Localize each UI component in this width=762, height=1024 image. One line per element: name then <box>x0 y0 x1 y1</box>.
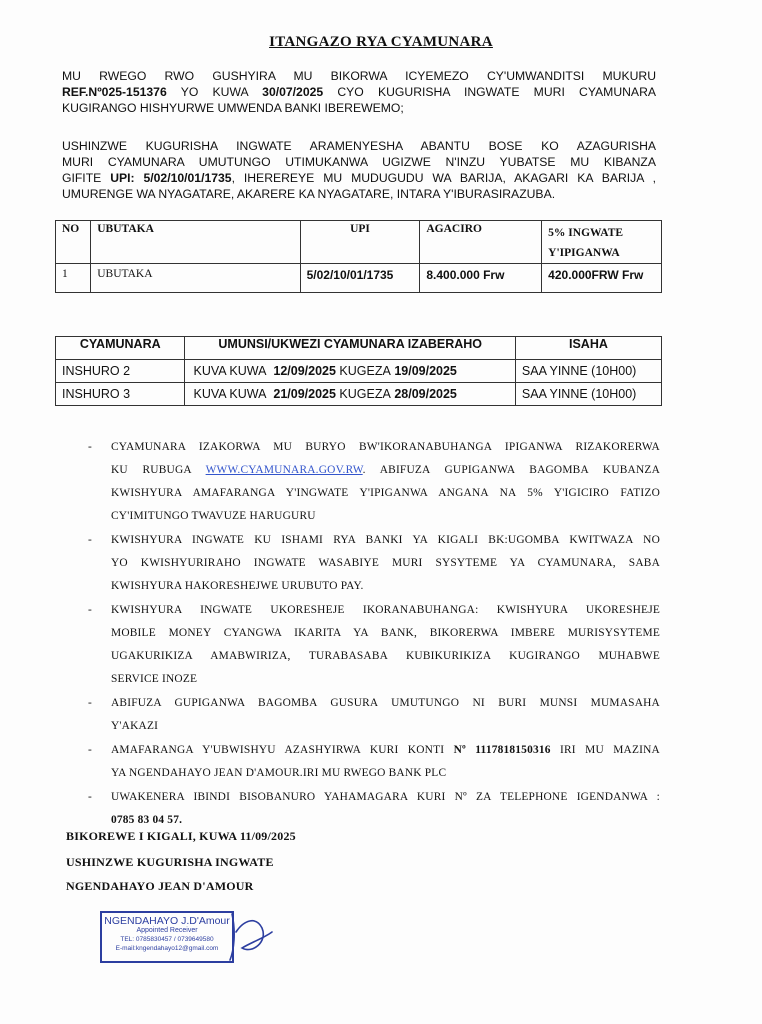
list-item <box>88 739 660 785</box>
to-date: 19/09/2025 <box>394 364 457 378</box>
to-date: 28/09/2025 <box>394 387 457 401</box>
list-item <box>88 786 660 832</box>
cell-ingwate: 420.000FRW Frw <box>542 264 662 293</box>
list-item-line: YA NGENDAHAYO JEAN D'AMOUR.IRI MU RWEGO BANK PLC <box>111 767 447 779</box>
list-item-line: KWISHYURA AMAFARANGA Y'INGWATE Y'IPIGANWA ANGANA NA 5% Y'IGICIRO FATIZO <box>111 487 660 499</box>
cell-time: SAA YINNE (10H00) <box>515 383 661 406</box>
cell-no: 1 <box>56 264 91 293</box>
stamp-role: Appointed Receiver <box>136 927 198 934</box>
list-item-line: MOBILE MONEY CYANGWA IKARITA YA BANK, BIKORERWA IMBERE MURISYSYTEME <box>111 627 660 639</box>
from-label: KUVA KUWA <box>193 364 267 378</box>
page-title: ITANGAZO RYA CYAMUNARA <box>269 34 493 50</box>
cell-time: SAA YINNE (10H00) <box>515 360 661 383</box>
header-ingwate: 5% INGWATE Y'IPIGANWA <box>542 221 662 264</box>
to-label: KUGEZA <box>339 364 391 378</box>
signature-role: USHINZWE KUGURISHA INGWATE <box>66 855 274 869</box>
description-line: MURI CYAMUNARA UMUTUNGO UTIMUKANWA UGIZWE N'INZU YUBATSE MU KIBANZA <box>62 155 656 169</box>
list-item-line: YO KWISHYURIRAHO INGWATE WASABIYE MURI SYSYTEME YA CYAMUNARA, SABA <box>111 557 660 569</box>
cell-agaciro: 8.400.000 Frw <box>420 264 542 293</box>
dash-bullet: - <box>88 791 92 803</box>
list-item-text: AMAFARANGA Y'UBWISHYU AZASHYIRWA KURI KONTI <box>111 744 454 756</box>
list-item-line: KWISHYURA INGWATE UKORESHEJE IKORANABUHANGA: KWISHYURA UKORESHEJE <box>111 604 660 616</box>
property-table <box>55 220 662 293</box>
receiver-stamp <box>100 911 234 963</box>
list-item-text: IRI MU MAZINA <box>550 744 660 756</box>
cell-dates <box>185 383 515 406</box>
cell-round: INSHURO 2 <box>56 360 185 383</box>
list-item-line <box>111 739 660 762</box>
to-label: KUGEZA <box>339 387 391 401</box>
phone-number: 0785 83 04 57. <box>111 814 183 826</box>
upi-value: UPI: 5/02/10/01/1735 <box>110 171 232 185</box>
from-label: KUVA KUWA <box>193 387 267 401</box>
schedule-table <box>55 336 662 406</box>
account-number: Nº 1117818150316 <box>453 744 551 756</box>
intro-text: CYO KUGURISHA INGWATE MURI CYAMUNARA <box>323 85 656 99</box>
cell-ubutaka: UBUTAKA <box>91 264 300 293</box>
signature-name: NGENDAHAYO JEAN D'AMOUR <box>66 879 254 893</box>
cell-upi: 5/02/10/01/1735 <box>300 264 420 293</box>
header-upi: UPI <box>300 221 420 264</box>
list-item <box>88 692 660 738</box>
list-item-line: CYAMUNARA IZAKORWA MU BURYO BW'IKORANABUHANGA IPIGANWA RIZAKORERWA <box>111 441 660 453</box>
ref-number: REF.Nº025-151376 <box>62 85 167 99</box>
ref-date: 30/07/2025 <box>262 85 324 99</box>
from-date: 21/09/2025 <box>273 387 336 401</box>
list-item <box>88 529 660 598</box>
list-item-line: KWISHYURA HAKORESHEJWE URUBUTO PAY. <box>111 580 364 592</box>
intro-line: KUGIRANGO HISHYURWE UMWENDA BANKI IBEREWEMO; <box>62 101 404 115</box>
intro-line <box>62 84 656 100</box>
header-no: NO <box>56 221 91 264</box>
description-text: , IHEREREYE MU MUDUGUDU WA BARIJA, AKAGARI KA BARIJA , <box>231 171 656 185</box>
stamp-phone: TEL: 0785830457 / 0739649580 <box>120 936 214 943</box>
header-isaha: ISAHA <box>515 337 661 360</box>
header-date: UMUNSI/UKWEZI CYAMUNARA IZABERAHO <box>185 337 515 360</box>
table-row <box>56 383 662 406</box>
intro-text: YO KUWA <box>166 85 263 99</box>
list-item-line: UWAKENERA IBINDI BISOBANURO YAHAMAGARA KURI Nº ZA TELEPHONE IGENDANWA : <box>111 791 660 803</box>
description-line: UMURENGE WA NYAGATARE, AKARERE KA NYAGATARE, INTARA Y'IBURASIRAZUBA. <box>62 187 556 201</box>
header-cyamunara: CYAMUNARA <box>56 337 185 360</box>
dash-bullet: - <box>88 441 92 453</box>
table-row <box>56 264 662 293</box>
list-item-line: UGAKURIKIZA AMABWIRIZA, TURABASABA KUBIKURIKIZA KUGIRANGO MUHABWE <box>111 650 660 662</box>
cell-dates <box>185 360 515 383</box>
dash-bullet: - <box>88 697 92 709</box>
cell-round: INSHURO 3 <box>56 383 185 406</box>
dash-bullet: - <box>88 604 92 616</box>
cyamunara-website-link[interactable]: WWW.CYAMUNARA.GOV.RW <box>205 464 363 476</box>
list-item-line: ABIFUZA GUPIGANWA BAGOMBA GUSURA UMUTUNGO NI BURI MUNSI MUMASAHA <box>111 697 660 709</box>
intro-line: MU RWEGO RWO GUSHYIRA MU BIKORWA ICYEMEZO CY'UMWANDITSI MUKURU <box>62 69 656 83</box>
header-ubutaka: UBUTAKA <box>91 221 300 264</box>
from-date: 12/09/2025 <box>273 364 336 378</box>
conditions-list <box>88 436 660 833</box>
list-item-line <box>111 459 660 482</box>
stamp-email: E-mail:kngendahayo12@gmail.com <box>115 945 219 952</box>
table-header-row <box>56 221 662 264</box>
description-line: USHINZWE KUGURISHA INGWATE ARAMENYESHA ABANTU BOSE KO AZAGURISHA <box>62 139 656 153</box>
description-line <box>62 170 656 186</box>
table-row <box>56 360 662 383</box>
description-paragraph <box>62 138 656 202</box>
dash-bullet: - <box>88 534 92 546</box>
list-item-text: . ABIFUZA GUPIGANWA BAGOMBA KUBANZA <box>362 464 660 476</box>
stamp-name: NGENDAHAYO J.D'Amour <box>104 915 230 927</box>
list-item-line: KWISHYURA INGWATE KU ISHAMI RYA BANKI YA KIGALI BK:UGOMBA KWITWAZA NO <box>111 534 660 546</box>
intro-paragraph <box>62 68 656 116</box>
list-item-line: Y'AKAZI <box>111 720 159 732</box>
description-text: GIFITE <box>62 171 111 185</box>
list-item-line: CY'IMITUNGO TWAVUZE HARUGURU <box>111 510 316 522</box>
dash-bullet: - <box>88 744 92 756</box>
list-item-text: KU RUBUGA <box>111 464 206 476</box>
header-agaciro: AGACIRO <box>420 221 542 264</box>
list-item-line: SERVICE INOZE <box>111 673 198 685</box>
signature-place-date: BIKOREWE I KIGALI, KUWA 11/09/2025 <box>66 829 296 843</box>
list-item <box>88 436 660 528</box>
table-header-row <box>56 337 662 360</box>
handwritten-signature <box>222 902 277 964</box>
list-item <box>88 599 660 691</box>
